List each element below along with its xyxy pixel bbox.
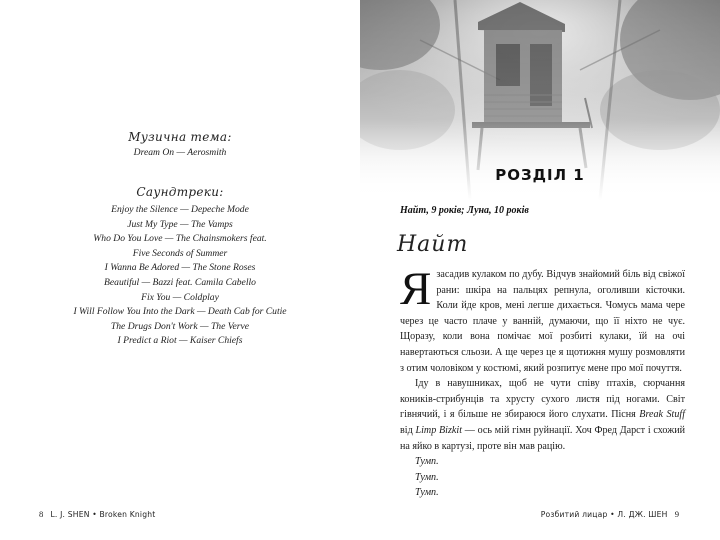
song-title: Break Stuff <box>639 409 685 421</box>
right-running-head: Розбитий лицар • Л. ДЖ. ШЕН <box>540 510 668 519</box>
paragraph-2-text-before: Іду в навушниках, щоб не чути співу птахів, сюрчання коників-стрибунців та хрусту сухого листя під ногами. Світ гівнячий, і я більше не збираюся його слухати. Пісня <box>400 378 685 421</box>
track-item: I Wanna Be Adored — The Stone Roses <box>104 262 256 274</box>
pov-character-name: Найт <box>397 232 469 257</box>
paragraph-1-text: засадив кулаком по дубу. Відчув знайомий біль від свіжої рани: шкіра на пальцях репнула, оголивши кісточки. Коли йде кров, мені легше дихається. Чомусь мама чере через це часто плаче у ванній, думаючи, що її ніхто не чує. Щоразу, коли вона помічає мої розбиті кулаки, їй на очі навертаються сльози. А ще через це я щотижня мушу розмовляти з отим чоловіком у костюмі, який розпитує мене про мої почуття. <box>400 269 685 374</box>
band-name: Limp Bizkit <box>415 424 462 436</box>
soundtracks-block <box>0 185 360 349</box>
chapter-subtitle: Найт, 9 років; Луна, 10 років <box>400 205 529 216</box>
right-page <box>360 0 720 540</box>
echo-line: Тумп. <box>415 487 439 499</box>
echo-line: Тумп. <box>415 471 439 483</box>
track-list <box>0 203 360 349</box>
paragraph-2 <box>400 376 685 454</box>
echo-line: Тумп. <box>415 456 439 468</box>
track-item: The Drugs Don't Work — The Verve <box>110 320 250 332</box>
track-item: Enjoy the Silence — Depeche Mode <box>111 204 249 215</box>
left-footer <box>34 509 155 519</box>
track-item: Beautiful — Bazzi feat. Camila Cabello <box>104 276 256 288</box>
paragraph-1 <box>400 263 685 376</box>
music-theme-track: Dream On — Aerosmith <box>133 147 227 158</box>
soundtracks-heading: Саундтреки: <box>136 185 224 199</box>
chapter-title: РОЗДІЛ 1 <box>495 166 585 184</box>
track-item: Fix You — Coldplay <box>141 291 219 303</box>
music-theme-block <box>0 130 360 158</box>
music-theme-heading: Музична тема: <box>128 130 232 144</box>
drop-cap: Я <box>400 263 432 315</box>
left-running-head: L. J. SHEN • Broken Knight <box>50 510 156 519</box>
paragraph-2-text-after: — ось мій гімн руйнації. Хоч Фред Дарст і схожий на яйко в картузі, проте він мав рацію. <box>400 424 685 452</box>
track-item: I Will Follow You Into the Dark — Death Cab for Cutie <box>73 306 287 318</box>
right-page-number: 9 <box>674 509 679 519</box>
chapter-body <box>400 263 685 501</box>
track-item: Just My Type — The Vamps <box>127 218 233 230</box>
left-page-number: 8 <box>39 509 44 519</box>
track-item: I Predict a Riot — Kaiser Chiefs <box>117 335 243 347</box>
right-footer <box>541 509 684 519</box>
paragraph-2-text-middle: від <box>400 424 416 436</box>
track-item: Who Do You Love — The Chainsmokers feat. <box>93 233 267 245</box>
track-item: Five Seconds of Summer <box>132 247 228 259</box>
